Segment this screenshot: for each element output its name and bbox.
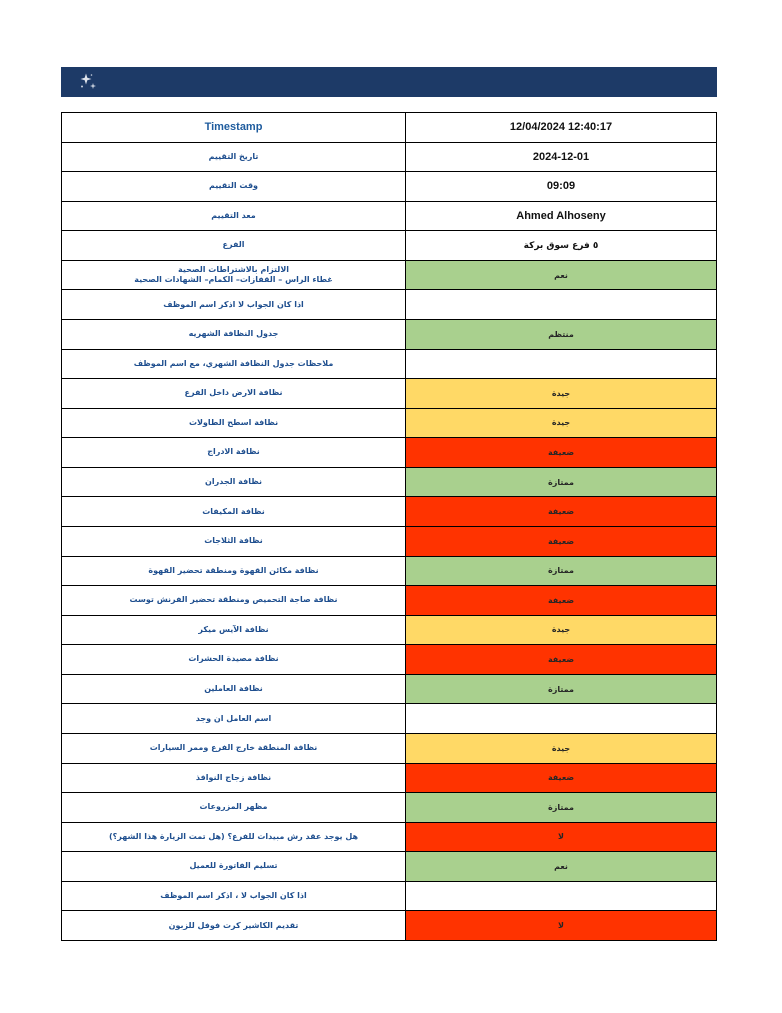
invoice-employee-name-value <box>406 882 716 911</box>
evaluation-time-value: 09:09 <box>406 172 716 201</box>
health-employee-name-value <box>406 290 716 319</box>
timestamp-label: Timestamp <box>62 113 405 142</box>
window-glass-cleanliness-value: ضعيفة <box>406 764 716 793</box>
branch-label: الفرع <box>62 231 405 260</box>
ice-maker-cleanliness-label: نظافة الآيس ميكر <box>62 616 405 645</box>
worker-name-value <box>406 704 716 733</box>
staff-cleanliness-value: ممتازة <box>406 675 716 704</box>
evaluator-value: Ahmed Alhoseny <box>406 202 716 231</box>
fridges-cleanliness-value: ضعيفة <box>406 527 716 556</box>
insect-trap-cleanliness-value: ضعيفة <box>406 645 716 674</box>
roasting-pan-cleanliness-label: نظافة صاجة التحميص ومنطقة تحضير الفرنش توست <box>62 586 405 615</box>
cleaning-schedule-notes-value <box>406 350 716 379</box>
drawers-cleanliness-value: ضعيفة <box>406 438 716 467</box>
invoice-delivery-label: تسليم الفاتورة للعميل <box>62 852 405 881</box>
sparkle-logo-icon <box>77 70 101 94</box>
plants-appearance-value: ممتازة <box>406 793 716 822</box>
invoice-delivery-value: نعم <box>406 852 716 881</box>
cashier-card-offer-label: تقديم الكاشير كرت فوفل للزبون <box>62 911 405 940</box>
floor-cleanliness-value: جيدة <box>406 379 716 408</box>
health-employee-name-label: اذا كان الجواب لا اذكر اسم الموظف <box>62 290 405 319</box>
outside-area-cleanliness-label: نظافة المنطقة خارج الفرع وممر السيارات <box>62 734 405 763</box>
timestamp-value: 12/04/2024 12:40:17 <box>406 113 716 142</box>
worker-name-label: اسم العامل ان وجد <box>62 704 405 733</box>
monthly-cleaning-schedule-label: جدول النظافة الشهريه <box>62 320 405 349</box>
branch-value: ٥ فرع سوق بركة <box>406 231 716 260</box>
header-bar <box>61 67 717 97</box>
table-surfaces-cleanliness-value: جيدة <box>406 409 716 438</box>
floor-cleanliness-label: نظافة الارض داخل الفرع <box>62 379 405 408</box>
plants-appearance-label: مظهر المزروعات <box>62 793 405 822</box>
cashier-card-offer-value: لا <box>406 911 716 940</box>
health-compliance-value: نعم <box>406 261 716 290</box>
health-compliance-label: الالتزام بالاشتراطات الصحية غطاء الراس – القفازات– الكمام– الشهادات الصحية <box>62 261 405 290</box>
insect-trap-cleanliness-label: نظافة مصيدة الحشرات <box>62 645 405 674</box>
monthly-cleaning-schedule-value: منتظم <box>406 320 716 349</box>
pest-control-contract-label: هل يوجد عقد رش مبيدات للفرع؟ (هل تمت الزيارة هذا الشهر؟) <box>62 823 405 852</box>
invoice-employee-name-label: اذا كان الجواب لا ، اذكر اسم الموظف <box>62 882 405 911</box>
evaluation-time-label: وقت التقييم <box>62 172 405 201</box>
cleaning-schedule-notes-label: ملاحظات جدول النظافة الشهري، مع اسم الموظف <box>62 350 405 379</box>
roasting-pan-cleanliness-value: ضعيفة <box>406 586 716 615</box>
coffee-machines-cleanliness-label: نظافة مكائن القهوة ومنطقة تحضير القهوة <box>62 557 405 586</box>
walls-cleanliness-label: نظافة الجدران <box>62 468 405 497</box>
report-table <box>61 112 717 941</box>
evaluation-date-value: 2024-12-01 <box>406 143 716 172</box>
pest-control-contract-value: لا <box>406 823 716 852</box>
ice-maker-cleanliness-value: جيدة <box>406 616 716 645</box>
evaluator-label: معد التقييم <box>62 202 405 231</box>
ac-units-cleanliness-value: ضعيفة <box>406 497 716 526</box>
outside-area-cleanliness-value: جيدة <box>406 734 716 763</box>
staff-cleanliness-label: نظافة العاملين <box>62 675 405 704</box>
ac-units-cleanliness-label: نظافة المكيفات <box>62 497 405 526</box>
fridges-cleanliness-label: نظافة الثلاجات <box>62 527 405 556</box>
table-surfaces-cleanliness-label: نظافة اسطح الطاولات <box>62 409 405 438</box>
drawers-cleanliness-label: نظافة الادراج <box>62 438 405 467</box>
evaluation-date-label: تاريخ التقييم <box>62 143 405 172</box>
walls-cleanliness-value: ممتازة <box>406 468 716 497</box>
coffee-machines-cleanliness-value: ممتازة <box>406 557 716 586</box>
window-glass-cleanliness-label: نظافة زجاج النوافذ <box>62 764 405 793</box>
